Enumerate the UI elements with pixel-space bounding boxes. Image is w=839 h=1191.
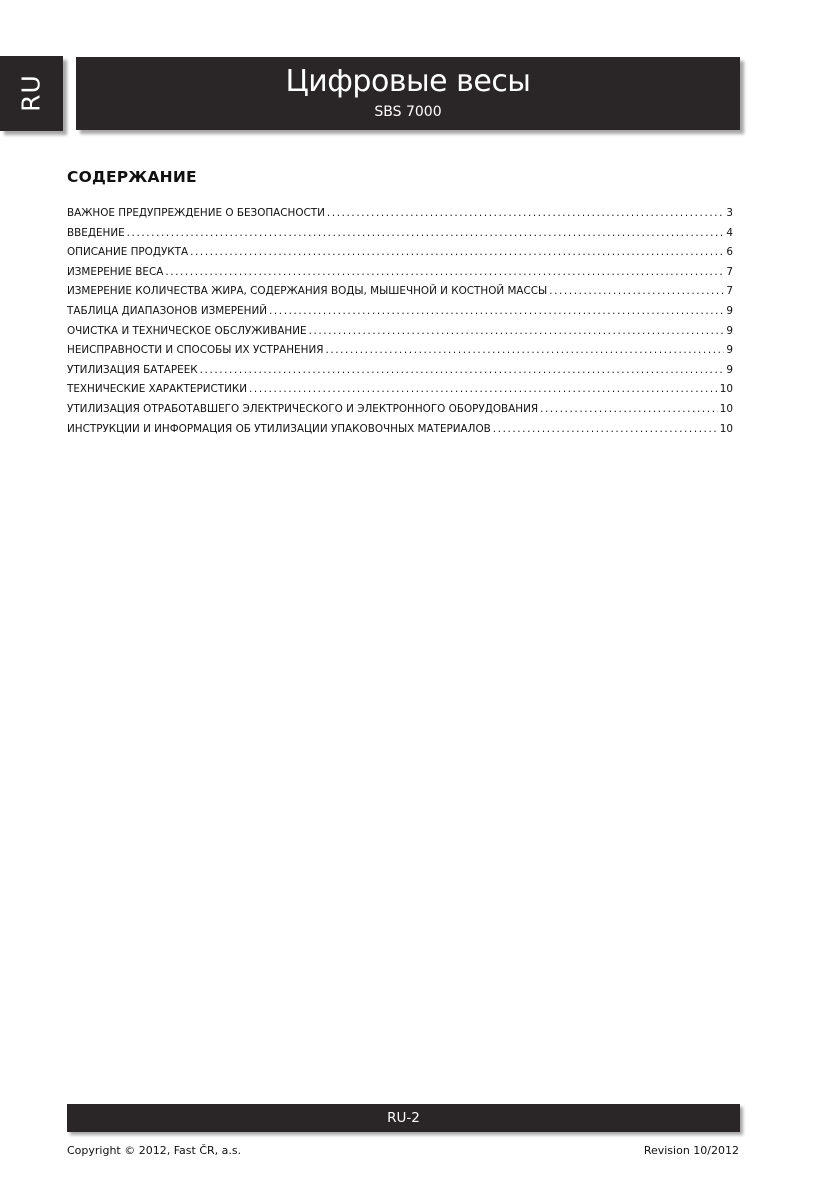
toc-entry-page: 3 bbox=[726, 207, 733, 219]
toc-dot-leader bbox=[493, 423, 718, 435]
toc-entry bbox=[67, 325, 733, 345]
toc-entry bbox=[67, 305, 733, 325]
toc-entry bbox=[67, 364, 733, 384]
table-of-contents bbox=[67, 207, 733, 442]
toc-entry-title: ВВЕДЕНИЕ bbox=[67, 226, 125, 239]
toc-entry-page: 7 bbox=[726, 265, 733, 278]
toc-entry-title: ИНСТРУКЦИИ И ИНФОРМАЦИЯ ОБ УТИЛИЗАЦИИ УПАКОВОЧНЫХ МАТЕРИАЛОВ bbox=[67, 422, 491, 435]
page-number: RU-2 bbox=[387, 1110, 420, 1126]
toc-entry-title: ОПИСАНИЕ ПРОДУКТА bbox=[67, 246, 189, 259]
toc-entry-title: ТЕХНИЧЕСКИЕ ХАРАКТЕРИСТИКИ bbox=[67, 383, 248, 396]
toc-dot-leader bbox=[327, 207, 724, 219]
toc-entry-title: УТИЛИЗАЦИЯ БАТАРЕЕК bbox=[67, 363, 198, 376]
toc-entry bbox=[67, 344, 733, 364]
toc-entry bbox=[67, 246, 733, 266]
document-title: Цифровые весы bbox=[285, 64, 531, 99]
toc-entry-title: ИЗМЕРЕНИЕ ВЕСА bbox=[67, 265, 164, 278]
language-tab-label: RU bbox=[16, 74, 46, 112]
toc-entry bbox=[67, 403, 733, 423]
toc-entry-page: 10 bbox=[719, 383, 733, 396]
toc-dot-leader bbox=[127, 227, 725, 239]
toc-dot-leader bbox=[249, 383, 718, 395]
toc-dot-leader bbox=[165, 266, 724, 278]
model-number: SBS 7000 bbox=[374, 104, 442, 120]
toc-entry-title: УТИЛИЗАЦИЯ ОТРАБОТАВШЕГО ЭЛЕКТРИЧЕСКОГО И ЭЛЕКТРОННОГО ОБОРУДОВАНИЯ bbox=[67, 402, 539, 415]
toc-entry bbox=[67, 383, 733, 403]
toc-entry-title: НЕИСПРАВНОСТИ И СПОСОБЫ ИХ УСТРАНЕНИЯ bbox=[67, 344, 324, 357]
copyright-notice: Copyright © 2012, Fast ČR, a.s. bbox=[67, 1144, 242, 1157]
toc-dot-leader bbox=[549, 285, 724, 297]
toc-entry-page: 9 bbox=[726, 304, 733, 317]
toc-entry-title: ИЗМЕРЕНИЕ КОЛИЧЕСТВА ЖИРА, СОДЕРЖАНИЯ ВОДЫ, МЫШЕЧНОЙ И КОСТНОЙ МАССЫ bbox=[67, 285, 548, 298]
toc-entry-page: 10 bbox=[719, 402, 733, 415]
toc-entry-page: 7 bbox=[726, 285, 733, 298]
toc-dot-leader bbox=[269, 305, 724, 317]
toc-dot-leader bbox=[540, 403, 718, 415]
toc-entry bbox=[67, 285, 733, 305]
revision-label: Revision 10/2012 bbox=[643, 1144, 739, 1157]
toc-dot-leader bbox=[309, 325, 725, 337]
toc-entry-page: 4 bbox=[726, 226, 733, 239]
toc-entry-page: 9 bbox=[726, 324, 733, 337]
toc-dot-leader bbox=[200, 364, 725, 376]
toc-entry bbox=[67, 207, 733, 227]
toc-entry-title: ОЧИСТКА И ТЕХНИЧЕСКОЕ ОБСЛУЖИВАНИЕ bbox=[67, 324, 307, 337]
header-bar bbox=[76, 57, 740, 130]
toc-entry bbox=[67, 423, 733, 443]
toc-heading: СОДЕРЖАНИЕ bbox=[67, 168, 197, 186]
footer-page-bar bbox=[67, 1104, 740, 1132]
toc-entry-page: 9 bbox=[726, 344, 733, 357]
toc-entry-page: 9 bbox=[726, 363, 733, 376]
toc-dot-leader bbox=[325, 344, 724, 356]
toc-entry-title: ТАБЛИЦА ДИАПАЗОНОВ ИЗМЕРЕНИЙ bbox=[67, 304, 267, 317]
toc-entry-page: 10 bbox=[719, 422, 733, 435]
toc-dot-leader bbox=[190, 246, 724, 258]
toc-entry-title: ВАЖНОЕ ПРЕДУПРЕЖДЕНИЕ О БЕЗОПАСНОСТИ bbox=[67, 207, 325, 219]
toc-entry bbox=[67, 227, 733, 247]
toc-entry bbox=[67, 266, 733, 286]
toc-entry-page: 6 bbox=[726, 246, 733, 259]
